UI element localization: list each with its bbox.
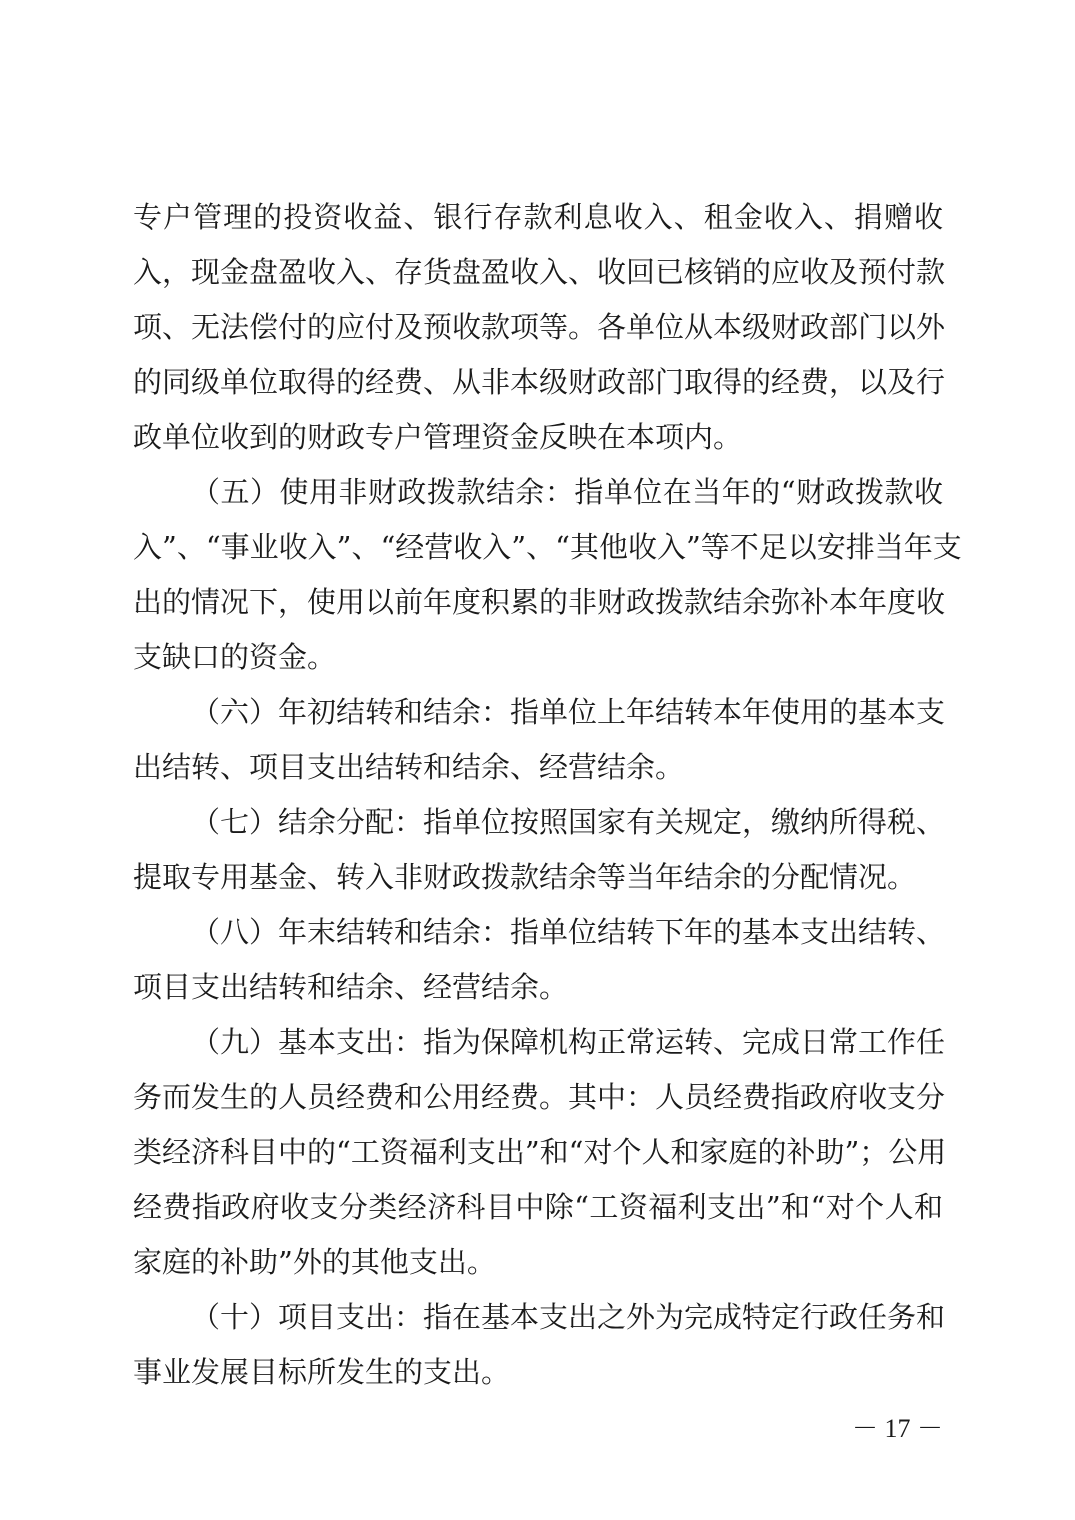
section-8-heading-line: （八）年末结转和结余：指单位结转下年的基本支出结转、	[191, 915, 946, 949]
text-line: 类经济科目中的“工资福利支出”和“对个人和家庭的补助”；公用	[133, 1135, 947, 1169]
text-line: 事业发展目标所发生的支出。	[133, 1355, 511, 1389]
text-line: 入”、“事业收入”、“经营收入”、“其他收入”等不足以安排当年支	[133, 530, 962, 564]
section-6-heading-line: （六）年初结转和结余：指单位上年结转本年使用的基本支	[191, 695, 946, 729]
text-line: 支缺口的资金。	[133, 640, 337, 674]
text-line: 政单位收到的财政专户管理资金反映在本项内。	[133, 420, 743, 454]
document-body	[133, 190, 962, 1400]
text-line: 专户管理的投资收益、银行存款利息收入、租金收入、捐赠收	[133, 200, 943, 234]
section-9-heading-line: （九）基本支出：指为保障机构正常运转、完成日常工作任	[191, 1025, 946, 1059]
text-line: 的同级单位取得的经费、从非本级财政部门取得的经费，以及行	[133, 365, 946, 399]
text-line: 家庭的补助”外的其他支出。	[133, 1245, 496, 1279]
text-line: 出的情况下，使用以前年度积累的非财政拨款结余弥补本年度收	[133, 585, 946, 619]
section-5-heading-line: （五）使用非财政拨款结余：指单位在当年的“财政拨款收	[191, 475, 943, 509]
text-line: 项、无法偿付的应付及预收款项等。各单位从本级财政部门以外	[133, 310, 946, 344]
text-line: 经费指政府收支分类经济科目中除“工资福利支出”和“对个人和	[133, 1190, 943, 1224]
section-10-heading-line: （十）项目支出：指在基本支出之外为完成特定行政任务和	[191, 1300, 946, 1334]
text-line: 务而发生的人员经费和公用经费。其中：人员经费指政府收支分	[133, 1080, 946, 1114]
text-line: 项目支出结转和结余、经营结余。	[133, 970, 569, 1004]
text-line: 出结转、项目支出结转和结余、经营结余。	[133, 750, 685, 784]
text-line: 入，现金盘盈收入、存货盘盈收入、收回已核销的应收及预付款	[133, 255, 946, 289]
page-number: － 17 －	[851, 1414, 943, 1443]
text-line: 提取专用基金、转入非财政拨款结余等当年结余的分配情况。	[133, 860, 917, 894]
section-7-heading-line: （七）结余分配：指单位按照国家有关规定，缴纳所得税、	[191, 805, 946, 839]
